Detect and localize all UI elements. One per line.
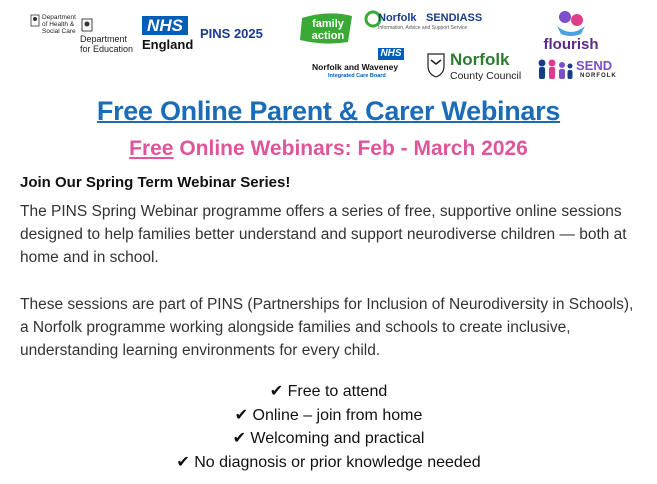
page-subtitle <box>0 137 657 161</box>
dhsc-line: Social Care <box>42 28 76 35</box>
people-icon <box>536 58 574 80</box>
dhsc-logo <box>30 14 76 35</box>
subtitle-free: Free <box>129 137 174 160</box>
nhs-nw-name: Norfolk and Waveney <box>312 62 399 72</box>
intro-paragraph: The PINS Spring Webinar programme offers a series of free, supportive online sessions designed to help families better understand and support neurodiverse children — both at home and in school. <box>20 203 627 266</box>
dhsc-line: of Health & <box>42 21 75 28</box>
crest-icon <box>30 14 40 28</box>
dfe-line: for Education <box>80 44 134 54</box>
flourish-figure-icon <box>551 8 591 36</box>
nhs-england-label: England <box>142 37 194 52</box>
ncc-norfolk: Norfolk <box>450 50 510 69</box>
nhs-badge: NHS <box>142 16 188 35</box>
sendiass-tagline: Information, Advice and Support Service <box>378 25 468 31</box>
checklist-item: ✔ Welcoming and practical <box>232 430 425 447</box>
family-action-text: action <box>311 30 345 42</box>
dhsc-line: Department <box>42 14 76 21</box>
pins-logo: PINS 2025 <box>200 26 263 41</box>
section-heading: Join Our Spring Term Webinar Series! <box>20 174 291 191</box>
shield-icon <box>426 52 446 78</box>
subtitle-rest: Online Webinars: Feb - March 2026 <box>173 137 528 160</box>
dfe-line: Department <box>80 34 128 44</box>
page-title: Free Online Parent & Carer Webinars <box>96 96 561 126</box>
flourish-text: flourish <box>543 36 599 53</box>
dfe-logo <box>80 18 133 54</box>
benefits-checklist <box>0 380 657 474</box>
checklist-item: ✔ Online – join from home <box>234 406 423 424</box>
ncc-council: County Council <box>450 70 522 82</box>
send-norfolk-text: NORFOLK <box>580 73 617 79</box>
sendiass-norfolk: Norfolk <box>378 12 417 24</box>
nhs-nw-sub: Integrated Care Board <box>328 73 386 79</box>
pins-paragraph: These sessions are part of PINS (Partnerships for Inclusion of Neurodiversity in Schools), a Norfolk programme working alongside families and schools to create inclusive, understanding learning environments for every child. <box>20 296 634 359</box>
family-action-logo <box>298 10 356 46</box>
checklist-item: ✔ Free to attend <box>269 383 388 400</box>
nhs-badge: NHS <box>378 48 404 60</box>
flourish-logo <box>538 8 604 53</box>
checklist-item: ✔ No diagnosis or prior knowledge needed <box>176 453 481 471</box>
partner-logos <box>0 0 657 92</box>
crest-icon <box>80 18 94 32</box>
sendiass-name: SENDIASS <box>426 12 483 24</box>
send-text: SEND <box>576 58 613 73</box>
family-action-text: family <box>312 18 344 30</box>
